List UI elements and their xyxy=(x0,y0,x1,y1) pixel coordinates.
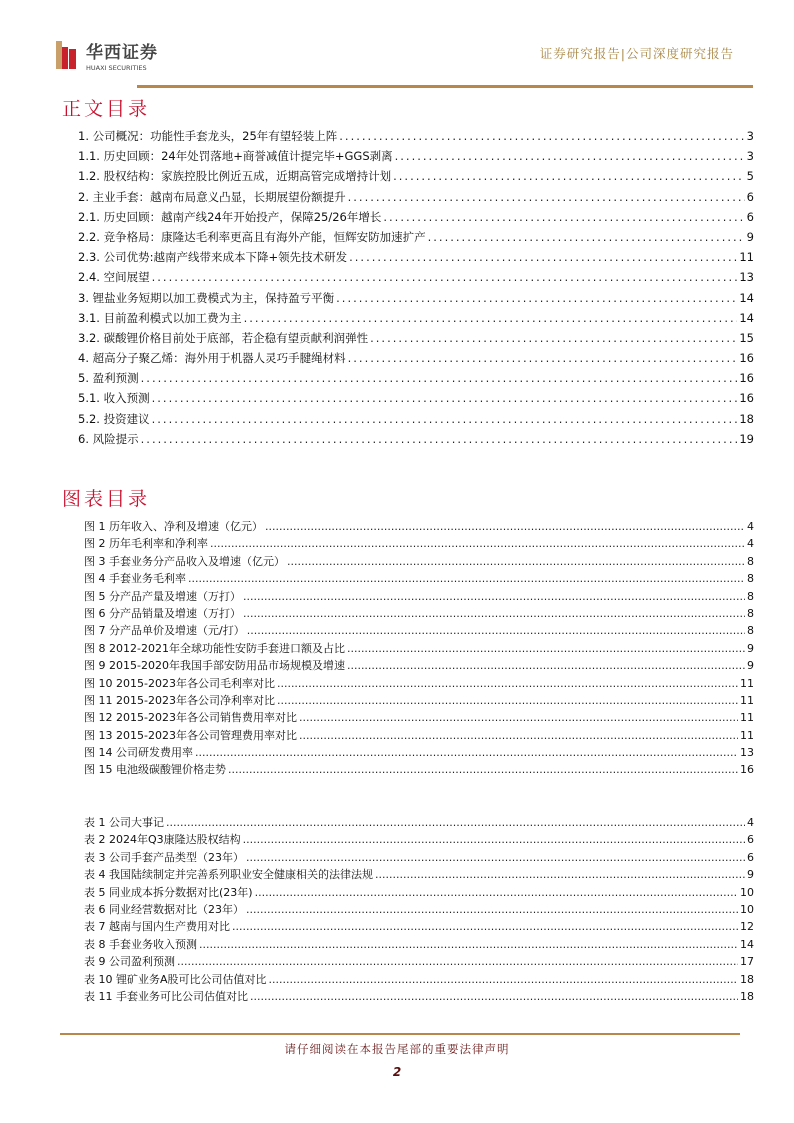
dot-leader xyxy=(228,763,738,776)
table-entry-label: 表 6 同业经营数据对比（23年） xyxy=(84,902,244,916)
figure-entry[interactable] xyxy=(84,518,754,535)
toc-entry[interactable] xyxy=(78,148,754,168)
dot-leader xyxy=(255,886,738,899)
toc-entry-label: 3. 锂盐业务短期以加工费模式为主，保持盈亏平衡 xyxy=(78,290,335,305)
legal-disclaimer: 请仔细阅读在本报告尾部的重要法律声明 xyxy=(284,1042,510,1056)
figure-entry-label: 图 2 历年毛利率和净利率 xyxy=(84,537,208,551)
figure-entry-page: 11 xyxy=(740,693,754,707)
toc-entry[interactable] xyxy=(78,269,754,289)
table-entry[interactable] xyxy=(84,988,754,1005)
figure-entry-label: 图 11 2015-2023年各公司净利率对比 xyxy=(84,693,275,707)
figure-entry-page: 4 xyxy=(747,537,754,551)
toc-entry-page: 13 xyxy=(739,270,754,285)
table-entry-label: 表 1 公司大事记 xyxy=(84,816,164,829)
figure-entry-label: 图 9 2015-2020年我国手部安防用品市场规模及增速 xyxy=(84,659,345,673)
toc-entry-label: 3.2. 碳酸锂价格目前处于底部，若企稳有望贡献利润弹性 xyxy=(78,330,369,345)
toc-entry[interactable] xyxy=(78,229,754,249)
toc-entry[interactable] xyxy=(78,370,754,390)
figure-entry[interactable] xyxy=(84,657,754,674)
toc-entry-label: 4. 超高分子聚乙烯：海外用于机器人灵巧手腱绳材料 xyxy=(78,351,346,366)
dot-leader xyxy=(246,851,745,864)
table-entry-page: 18 xyxy=(740,972,754,986)
figure-entry-page: 11 xyxy=(740,728,754,742)
dot-leader xyxy=(269,973,738,986)
dot-leader xyxy=(199,938,738,951)
toc-entry-page: 5 xyxy=(746,169,754,184)
table-entry-page: 6 xyxy=(747,850,754,864)
dot-leader xyxy=(243,833,745,846)
toc-entry-label: 1.1. 历史回顾：24年处罚落地+商誉减值计提完毕+GGS剥离 xyxy=(78,149,393,164)
toc-entry-page: 6 xyxy=(746,209,754,224)
dot-leader xyxy=(348,351,738,365)
toc-entry-page: 14 xyxy=(739,290,754,305)
dot-leader xyxy=(395,149,745,163)
figure-entry-page: 16 xyxy=(740,763,754,777)
toc-entry-page: 11 xyxy=(739,250,754,265)
table-entry-label: 表 8 手套业务收入预测 xyxy=(84,937,197,951)
table-entry-label: 表 2 2024年Q3康隆达股权结构 xyxy=(84,833,241,847)
dot-leader xyxy=(277,677,738,690)
table-entry-page: 12 xyxy=(740,920,754,934)
dot-leader xyxy=(152,270,738,284)
figure-entry[interactable] xyxy=(84,675,754,692)
toc-entry[interactable] xyxy=(78,249,754,269)
figure-entry[interactable] xyxy=(84,640,754,657)
figure-entry-page: 8 xyxy=(747,554,754,568)
figure-entry-page: 13 xyxy=(740,746,754,760)
toc-entry-label: 5.2. 投资建议 xyxy=(78,411,150,426)
table-entry-page: 6 xyxy=(747,833,754,847)
figure-entry-label: 图 3 手套业务分产品收入及增速（亿元） xyxy=(84,554,285,568)
table-entry[interactable] xyxy=(84,971,754,988)
figure-entry[interactable] xyxy=(84,761,754,778)
figure-entry-label: 图 1 历年收入、净利及增速（亿元） xyxy=(84,520,263,533)
dot-leader xyxy=(375,868,745,881)
toc-entry[interactable] xyxy=(78,330,754,350)
toc-entry-page: 16 xyxy=(739,371,754,386)
figure-entry[interactable] xyxy=(84,570,754,587)
dot-leader xyxy=(299,729,738,742)
toc-entry[interactable] xyxy=(78,310,754,330)
figure-entry-label: 图 15 电池级碳酸锂价格走势 xyxy=(84,763,226,777)
table-entry[interactable] xyxy=(84,901,754,918)
figure-entry[interactable] xyxy=(84,727,754,744)
toc-entry[interactable] xyxy=(78,411,754,431)
toc-entry-label: 3.1. 目前盈利模式以加工费为主 xyxy=(78,310,242,325)
toc-entry-page: 18 xyxy=(739,411,754,426)
figure-entry-page: 8 xyxy=(747,624,754,638)
toc-list xyxy=(78,128,754,451)
dot-leader xyxy=(347,642,745,655)
table-entry-label: 表 9 公司盈利预测 xyxy=(84,955,175,969)
toc-entry[interactable] xyxy=(78,390,754,410)
toc-entry-label: 2.2. 竞争格局：康隆达毛利率更高且有海外产能，恒辉安防加速扩产 xyxy=(78,229,426,244)
dot-leader xyxy=(152,391,738,405)
dot-leader xyxy=(195,746,738,759)
figure-entry-page: 8 xyxy=(747,589,754,603)
logo-name-cn: 华西证券 xyxy=(86,43,158,63)
figure-entry-label: 图 10 2015-2023年各公司毛利率对比 xyxy=(84,676,275,690)
figure-entry-label: 图 4 手套业务毛利率 xyxy=(84,572,186,586)
toc-entry-page: 15 xyxy=(739,330,754,345)
dot-leader xyxy=(383,210,744,224)
table-entry[interactable] xyxy=(84,831,754,848)
figure-entry-label: 图 14 公司研发费用率 xyxy=(84,746,193,760)
dot-leader xyxy=(250,990,738,1003)
dot-leader xyxy=(393,169,745,183)
dot-leader xyxy=(232,920,738,933)
dot-leader xyxy=(336,291,737,305)
dot-leader xyxy=(287,555,745,568)
table-entry-label: 表 7 越南与国内生产费用对比 xyxy=(84,920,230,934)
table-entry-page: 17 xyxy=(740,955,754,969)
toc-entry[interactable] xyxy=(78,128,754,148)
figure-entry-page: 11 xyxy=(740,711,754,725)
table-entry-page: 18 xyxy=(740,989,754,1003)
table-entry-page: 9 xyxy=(747,868,754,882)
table-entry[interactable] xyxy=(84,936,754,953)
dot-leader xyxy=(243,607,745,620)
figure-entry-page: 4 xyxy=(747,520,754,533)
toc-entry-page: 19 xyxy=(739,431,754,446)
footer-divider xyxy=(60,1033,740,1035)
table-entry-page: 10 xyxy=(740,902,754,916)
table-entry[interactable] xyxy=(84,866,754,883)
dot-leader xyxy=(349,250,737,264)
dot-leader xyxy=(210,537,745,550)
toc-entry-label: 1. 公司概况：功能性手套龙头，25年有望轻装上阵 xyxy=(78,129,338,143)
dot-leader xyxy=(277,694,738,707)
figure-entry-label: 图 12 2015-2023年各公司销售费用率对比 xyxy=(84,711,297,725)
dot-leader xyxy=(299,711,738,724)
dot-leader xyxy=(246,903,738,916)
figure-entry[interactable] xyxy=(84,692,754,709)
figure-entry-label: 图 13 2015-2023年各公司管理费用率对比 xyxy=(84,728,297,742)
toc-entry-page: 16 xyxy=(739,391,754,406)
logo-mark-icon xyxy=(56,41,78,69)
toc-entry[interactable] xyxy=(78,431,754,451)
figure-entry[interactable] xyxy=(84,622,754,639)
toc-entry-label: 2.3. 公司优势:越南产线带来成本下降+领先技术研发 xyxy=(78,250,348,265)
figure-entry-label: 图 7 分产品单价及增速（元/打） xyxy=(84,624,245,638)
dot-leader xyxy=(243,590,745,603)
figure-entry[interactable] xyxy=(84,605,754,622)
dot-leader xyxy=(141,371,738,385)
figure-entry-page: 9 xyxy=(747,641,754,655)
toc-entry-label: 2.4. 空间展望 xyxy=(78,270,150,285)
dot-leader xyxy=(370,331,737,345)
dot-leader xyxy=(265,520,745,533)
table-entry-page: 4 xyxy=(747,816,754,829)
dot-leader xyxy=(141,432,738,446)
toc-entry-label: 2.1. 历史回顾：越南产线24年开始投产，保障25/26年增长 xyxy=(78,209,382,224)
toc-entry-label: 5. 盈利预测 xyxy=(78,371,139,386)
toc-entry[interactable] xyxy=(78,350,754,370)
toc-entry-page: 3 xyxy=(746,129,754,143)
toc-entry-page: 9 xyxy=(746,229,754,244)
table-list xyxy=(84,814,754,1005)
dot-leader xyxy=(347,659,745,672)
page-number: 2 xyxy=(392,1065,402,1079)
table-entry-label: 表 11 手套业务可比公司估值对比 xyxy=(84,989,248,1003)
toc-entry-label: 2. 主业手套：越南布局意义凸显，长期展望份额提升 xyxy=(78,189,346,204)
table-entry-label: 表 4 我国陆续制定并完善系列职业安全健康相关的法律法规 xyxy=(84,868,373,882)
figure-entry[interactable] xyxy=(84,535,754,552)
dot-leader xyxy=(428,230,745,244)
figure-entry[interactable] xyxy=(84,553,754,570)
dot-leader xyxy=(177,955,738,968)
table-entry-page: 10 xyxy=(740,885,754,899)
figure-entry[interactable] xyxy=(84,744,754,761)
figure-entry-page: 11 xyxy=(740,676,754,690)
table-entry-label: 表 3 公司手套产品类型（23年） xyxy=(84,850,244,864)
logo-name-en: HUAXI SECURITIES xyxy=(86,64,147,72)
dot-leader xyxy=(348,190,745,204)
toc-entry[interactable] xyxy=(78,209,754,229)
table-entry[interactable] xyxy=(84,884,754,901)
table-entry-label: 表 5 同业成本拆分数据对比(23年) xyxy=(84,885,253,899)
table-entry[interactable] xyxy=(84,814,754,831)
dot-leader xyxy=(188,572,745,585)
figure-entry-page: 8 xyxy=(747,606,754,620)
toc-entry-label: 1.2. 股权结构：家族控股比例近五成，近期高管完成增持计划 xyxy=(78,169,392,184)
figure-entry-label: 图 6 分产品销量及增速（万打） xyxy=(84,606,241,620)
figure-entry-label: 图 5 分产品产量及增速（万打） xyxy=(84,589,241,603)
table-entry[interactable] xyxy=(84,953,754,970)
figure-entry[interactable] xyxy=(84,709,754,726)
toc-entry-page: 16 xyxy=(739,351,754,366)
figure-entry-label: 图 8 2012-2021年全球功能性安防手套进口额及占比 xyxy=(84,641,345,655)
figure-entry[interactable] xyxy=(84,588,754,605)
dot-leader xyxy=(247,624,745,637)
company-logo xyxy=(56,38,158,72)
toc-entry-label: 6. 风险提示 xyxy=(78,431,139,446)
table-entry[interactable] xyxy=(84,918,754,935)
table-entry-page: 14 xyxy=(740,937,754,951)
toc-entry-label: 5.1. 收入预测 xyxy=(78,391,150,406)
table-entry-label: 表 10 锂矿业务A股可比公司估值对比 xyxy=(84,972,267,986)
dot-leader xyxy=(152,412,738,426)
toc-entry-page: 14 xyxy=(739,310,754,325)
toc-entry[interactable] xyxy=(78,290,754,310)
toc-entry[interactable] xyxy=(78,189,754,209)
toc-entry-page: 3 xyxy=(746,149,754,164)
dot-leader xyxy=(166,816,745,829)
toc-entry-page: 6 xyxy=(746,189,754,204)
dot-leader xyxy=(339,129,744,143)
figure-list xyxy=(84,518,754,779)
figure-entry-page: 9 xyxy=(747,659,754,673)
dot-leader xyxy=(244,311,738,325)
figures-title: 图表目录 xyxy=(62,488,151,510)
table-entry[interactable] xyxy=(84,849,754,866)
figure-entry-page: 8 xyxy=(747,572,754,586)
toc-title: 正文目录 xyxy=(62,98,151,120)
report-type: 证券研究报告|公司深度研究报告 xyxy=(539,46,734,61)
toc-entry[interactable] xyxy=(78,168,754,188)
header-divider xyxy=(137,85,753,88)
